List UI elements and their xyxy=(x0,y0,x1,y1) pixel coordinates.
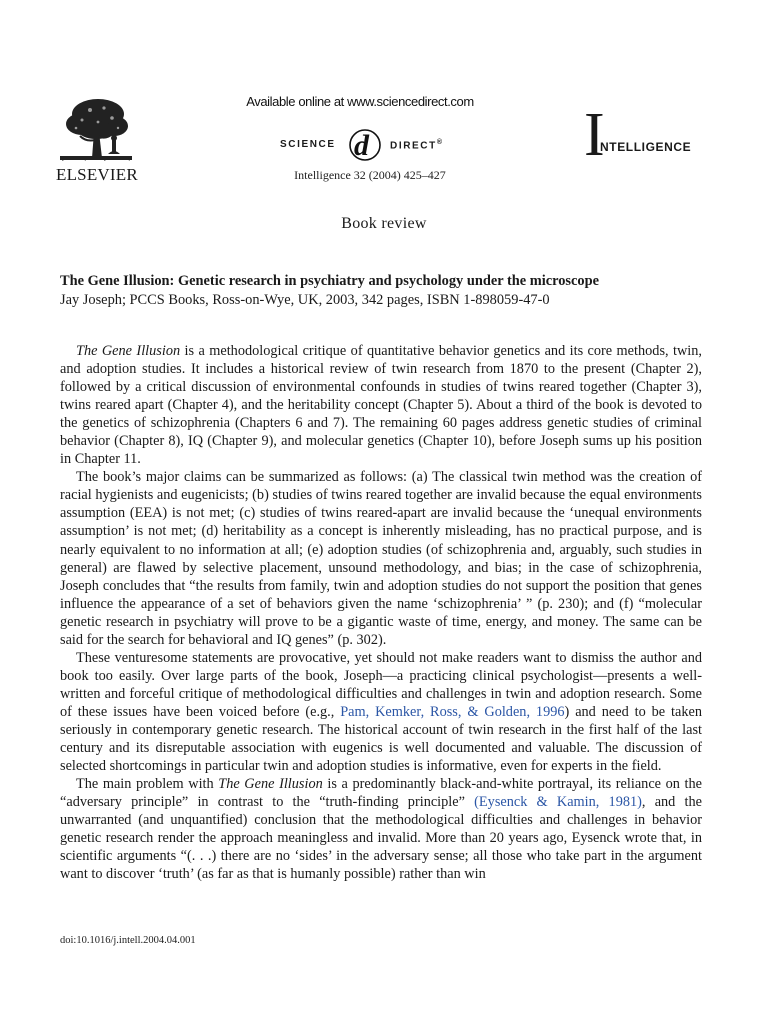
svg-text:d: d xyxy=(354,129,371,162)
elsevier-tree-icon xyxy=(56,96,136,166)
book-metadata: Jay Joseph; PCCS Books, Ross-on-Wye, UK, 2003, 342 pages, ISBN 1-898059-47-0 xyxy=(60,292,550,308)
review-body xyxy=(60,342,702,883)
paragraph-4: The main problem with The Gene Illusion is a predominantly black-and-white portrayal, its reliance on the “adversary principle” in contrast to the “truth-finding principle” (Eysenck & Kamin, 1981), and the unwarranted (and unquantified) conclusion that the methodological difficulties and challenges in behavior genetic research render the approach meaningless and invalid. More than 20 years ago, Eysenck wrote that, in scientific arguments “(. . .) there are no ‘sides’ in the adversary sense; all those who take part in the argument want to discover ‘truth’ (as far as that is humanly possible) rather than win xyxy=(60,776,702,883)
journal-logo-text: NTELLIGENCE xyxy=(600,140,692,154)
sciencedirect-left-word: SCIENCE xyxy=(280,139,336,150)
publisher-name: ELSEVIER xyxy=(56,165,138,184)
journal-logo xyxy=(584,101,714,170)
journal-logo-initial: I xyxy=(584,101,605,169)
sciencedirect-logo xyxy=(262,122,472,166)
book-title-italic: The Gene Illusion xyxy=(218,776,323,793)
book-title-italic: The Gene Illusion xyxy=(76,343,181,359)
doi-footer: doi:10.1016/j.intell.2004.04.001 xyxy=(60,935,196,946)
paragraph-1: The Gene Illusion is a methodological critique of quantitative behavior genetics and its core methods, twin, and adoption studies. It includes a historical review of twin research from 1870 to the present (Chapter 2), followed by a critical discussion of environmental confounds in studies of twins reared together (Chapter 3), twins reared apart (Chapter 4), and the heritability concept (Chapter 5). About a third of the book is devoted to the genetics of schizophrenia (Chapters 6 and 7). The remaining 60 pages address genetic studies of criminal behavior (Chapter 8), IQ (Chapter 9), and molecular genetics (Chapter 10), before Joseph sums up his position in Chapter 11. xyxy=(60,343,702,468)
available-online-text: Available online at www.sciencedirect.com xyxy=(246,94,474,109)
reference-link-eysenck-kamin-1981[interactable]: (Eysenck & Kamin, 1981) xyxy=(474,794,642,811)
elsevier-logo xyxy=(56,96,136,184)
reference-link-pam-1996[interactable]: Pam, Kemker, Ross, & Golden, 1996 xyxy=(340,703,565,720)
paragraph-2: The book’s major claims can be summarized as follows: (a) The classical twin method was the creation of racial hygienists and eugenicists; (b) studies of twins reared together are invalid because the equal environments assumption (EEA) is not met; (c) studies of twins reared-apart are invalid because the ‘unequal environments assumption’ is not met; (d) heritability as a concept is inherently misleading, has no practical purpose, and is nearly equivalent to no information at all; (e) adoption studies (of schizophrenia and, arguably, such studies in general) are flawed by selective placement, unsound methodology, and bias; in the case of schizophrenia, Joseph concludes that “the results from family, twin and adoption studies do not support the position that genes influence the appearance of a set of behaviors given the name ‘schizophrenia’ ” (p. 230); and (f) “molecular genetic research in psychiatry will prove to be a gigantic waste of time, energy, and money. The same can be said for the search for behavioral and IQ genes” (p. 302). xyxy=(60,469,702,648)
book-title: The Gene Illusion: Genetic research in psychiatry and psychology under the microscope xyxy=(60,273,599,289)
paragraph-3: These venturesome statements are provocative, yet should not make readers want to dismiss the author and book too easily. Over large parts of the book, Joseph—a practicing clinical psychologist—presents a well-written and forceful critique of methodological difficulties and challenges in twin and adoption research. Some of these issues have been voiced before (e.g., Pam, Kemker, Ross, & Golden, 1996) and need to be taken seriously in contemporary genetic research. The historical account of twin research in the first half of the last century and its disreputable association with eugenics is well documented and valuable. The discussion of selected shortcomings in particular twin and adoption studies is informative, even for experts in the field. xyxy=(60,649,702,775)
sciencedirect-right-word: DIRECT® xyxy=(390,139,444,152)
journal-citation: Intelligence 32 (2004) 425–427 xyxy=(294,168,446,182)
section-title: Book review xyxy=(341,215,427,232)
sciencedirect-d-icon xyxy=(344,124,388,164)
registered-mark: ® xyxy=(436,139,444,146)
